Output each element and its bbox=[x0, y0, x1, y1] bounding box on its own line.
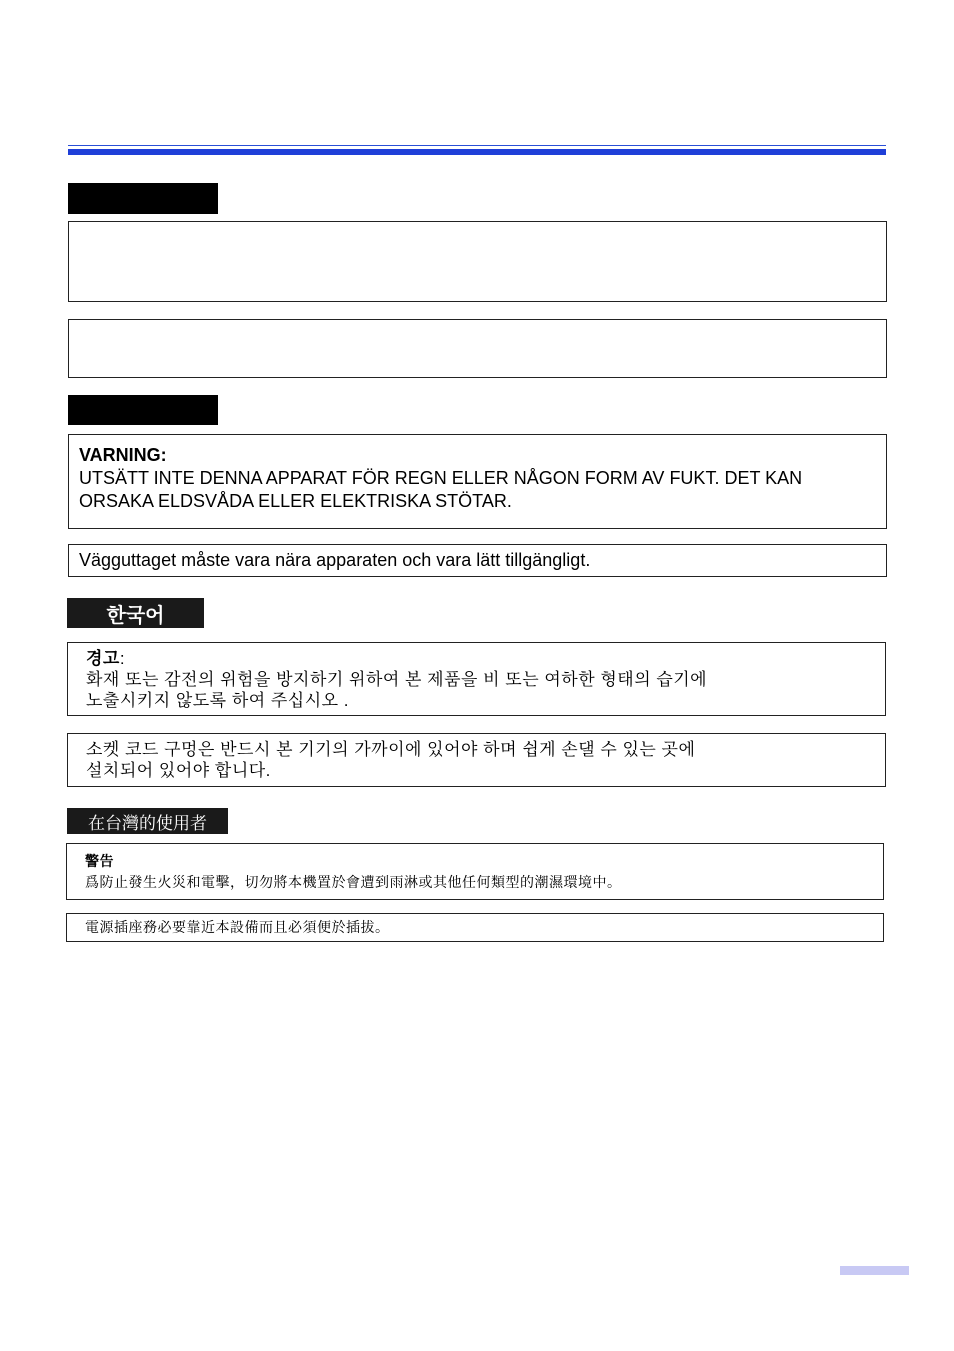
section-label-1 bbox=[68, 183, 218, 214]
section-label-2 bbox=[68, 395, 218, 425]
taiwan-warning-text: 爲防止發生火災和電擊，切勿將本機置於會遭到雨淋或其他任何類型的潮濕環境中。 bbox=[85, 874, 622, 890]
taiwan-socket-text: 電源插座務必要靠近本設備而且必須便於插拔。 bbox=[85, 919, 390, 935]
korean-socket-box bbox=[67, 733, 886, 787]
swedish-warning-line-2: ORSAKA ELDSVÅDA ELLER ELEKTRISKA STÖTAR. bbox=[79, 491, 512, 511]
header-rule-thin bbox=[68, 145, 886, 146]
swedish-warning-line-1: UTSÄTT INTE DENNA APPARAT FÖR REGN ELLER NÅGON FORM AV FUKT. DET KAN bbox=[79, 468, 803, 488]
socket-box-1 bbox=[68, 319, 887, 378]
swedish-socket-box bbox=[68, 544, 887, 577]
taiwan-warning-box bbox=[66, 843, 884, 900]
taiwan-socket-box bbox=[66, 913, 884, 942]
page-marker bbox=[840, 1266, 909, 1275]
swedish-warning-box bbox=[68, 434, 887, 529]
korean-warning-box bbox=[67, 642, 886, 716]
korean-warning-title: 경고 bbox=[86, 649, 120, 668]
section-label-taiwan: 在台灣的使用者 bbox=[67, 808, 228, 834]
korean-warning-heading bbox=[86, 648, 885, 669]
warning-box-1 bbox=[68, 221, 887, 302]
korean-warning-colon: : bbox=[119, 649, 126, 668]
korean-socket-line-1: 소켓 코드 구멍은 반드시 본 기기의 가까이에 있어야 하며 쉽게 손댈 수 있는 곳에 bbox=[86, 740, 696, 759]
taiwan-warning-title: 警告 bbox=[85, 853, 114, 869]
korean-warning-line-1: 화재 또는 감전의 위험을 방지하기 위하여 본 제품을 비 또는 여하한 형태의 습기에 bbox=[86, 670, 708, 689]
swedish-socket-text: Vägguttaget måste vara nära apparaten och vara lätt tillgängligt. bbox=[79, 550, 591, 570]
section-label-korean: 한국어 bbox=[67, 598, 204, 628]
korean-warning-line-2: 노출시키지 않도록 하여 주십시오 . bbox=[86, 691, 350, 710]
swedish-warning-title: VARNING: bbox=[79, 445, 167, 465]
header-rule-thick bbox=[68, 149, 886, 155]
korean-socket-line-2: 설치되어 있어야 합니다. bbox=[86, 761, 271, 780]
